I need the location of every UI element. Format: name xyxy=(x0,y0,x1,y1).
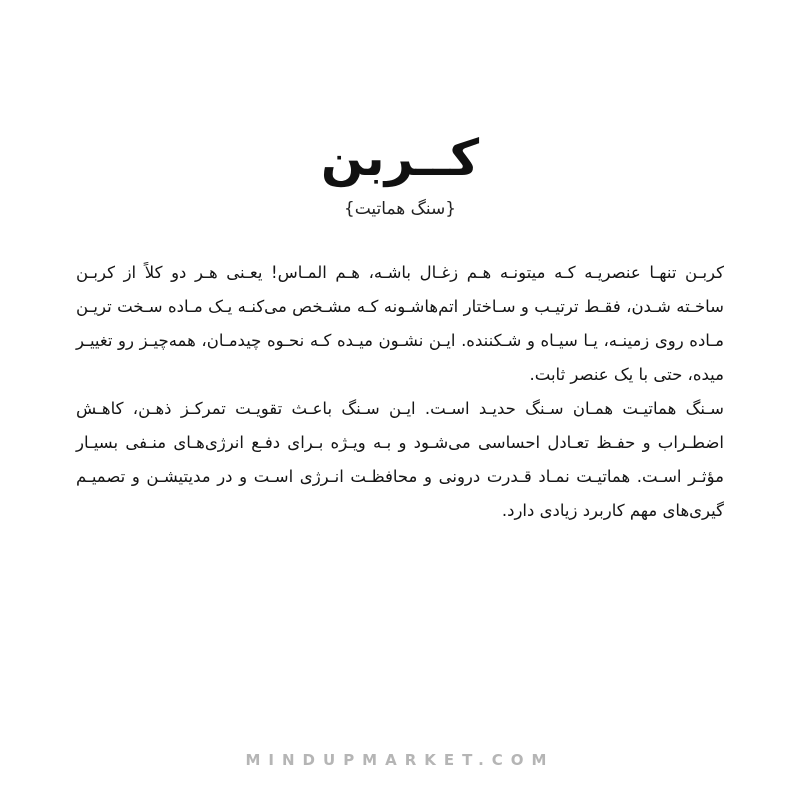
paragraph-carbon: کربـن تنهـا عنصریـه کـه میتونـه هـم زغـال باشـه، هـم المـاس! یعـنی هـر دو کلاً از کربـن ساخـته شـدن، فقـط ترتیـب و سـاختار اتم‌هاشـونه کـه مشـخص می‌کنـه یـک مـاده سـخت تریـن مـاده روی زمینـه، یـا سیـاه و شـکننده. ایـن نشـون میـده کـه نحـوه چیدمـان، همه‌چیـز رو تغییـر میده، حتی با یک عنصر ثابت. xyxy=(76,263,724,384)
footer-website: MINDUPMARKET.COM xyxy=(245,751,555,769)
body-text xyxy=(76,256,724,528)
paragraph-hematite: سـنگ هماتیـت همـان سـنگ حدیـد اسـت. ایـن سـنگ باعـث تقویـت تمرکـز ذهـن، کاهـش اضطـراب و حفـظ تعـادل احساسی می‌شـود و بـه ویـژه بـرای دفـع انرژی‌هـای منـفی بسیـار مؤثـر اسـت. هماتیـت نمـاد قـدرت درونی و محافظـت انـرژی اسـت و در مدیتیشـن و تصمیـم گیری‌های مهم کاربرد زیادی دارد. xyxy=(76,399,724,520)
page-title: کــربن xyxy=(320,129,480,187)
page-subtitle: {سنگ هماتیت} xyxy=(343,199,457,219)
